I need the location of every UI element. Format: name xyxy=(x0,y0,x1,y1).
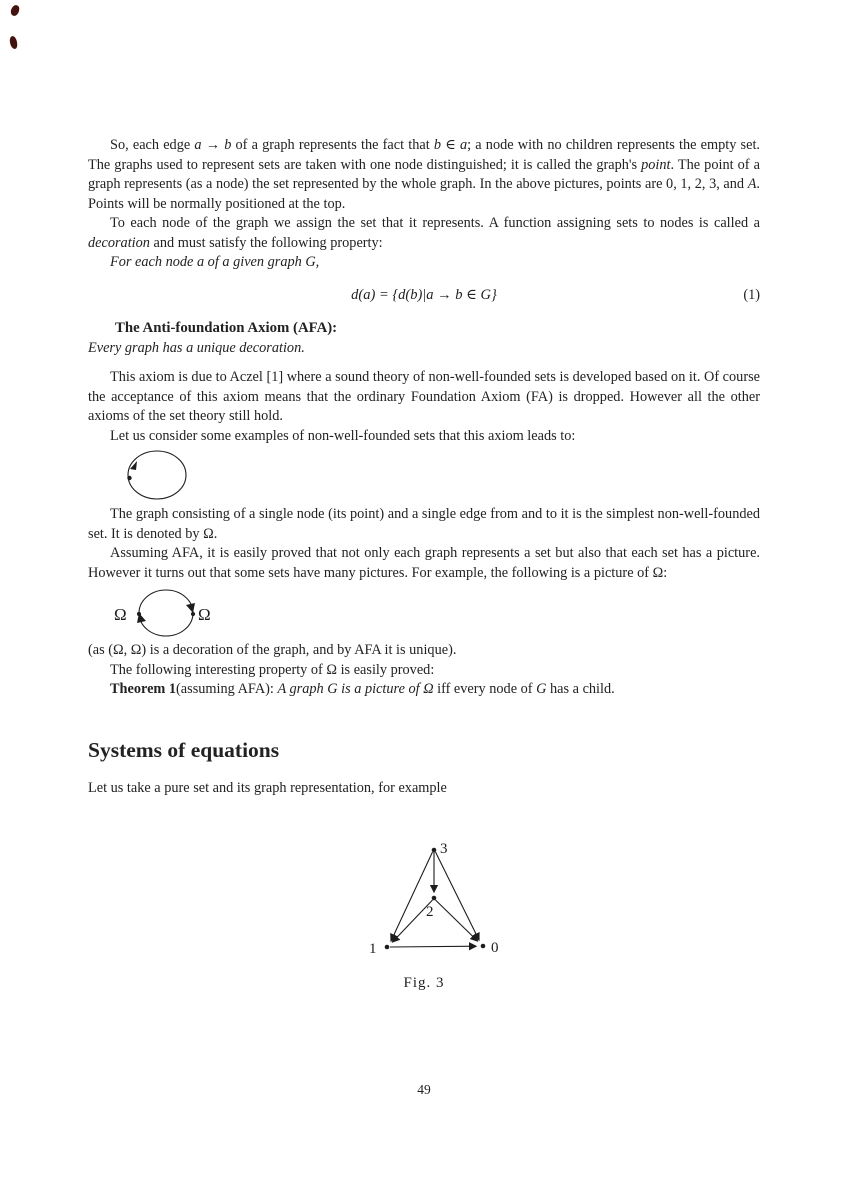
edge-3-0 xyxy=(436,852,480,940)
arrowhead-icon xyxy=(186,603,195,613)
text-run: So, each edge xyxy=(110,137,195,153)
text-run: . Points will be normally positioned at the top. xyxy=(88,176,760,212)
theorem-statement: A graph G is a picture of Ω xyxy=(277,681,434,697)
self-loop-edge xyxy=(128,451,186,499)
node-2 xyxy=(432,896,437,901)
omega-graph-drawing xyxy=(110,587,240,639)
figure-self-loop-graph xyxy=(123,449,760,503)
node-0 xyxy=(481,944,486,949)
arrowhead-icon xyxy=(130,461,137,470)
theorem-label: Theorem 1 xyxy=(110,681,177,697)
figure-3-graph xyxy=(334,835,760,961)
afa-heading: The Anti-foundation Axiom (AFA): xyxy=(115,320,338,336)
fig3-drawing xyxy=(334,835,534,961)
paragraph-pictures: Assuming AFA, it is easily proved that not only each graph represents a set but also that each set has a picture. However it turns out that some sets have many pictures. For example, the following is a picture of Ω: xyxy=(88,545,760,581)
section-intro: Let us take a pure set and its graph representation, for example xyxy=(88,779,447,796)
afa-statement: Every graph has a unique decoration. xyxy=(88,339,305,356)
math-run: b ∈ a xyxy=(433,137,468,153)
figure-omega-picture xyxy=(110,587,760,639)
text-run: and must satisfy the following property: xyxy=(149,234,383,251)
text-run: iff every node of xyxy=(433,681,537,697)
edge-1-0 xyxy=(390,946,476,947)
ink-mark-top xyxy=(10,4,20,16)
math-run: A xyxy=(747,176,757,192)
paragraph-decoration-note: (as (Ω, Ω) is a decoration of the graph, and by AFA it is unique). xyxy=(88,642,457,658)
node-0-label: 0 xyxy=(491,940,499,956)
omega-right-label: Ω xyxy=(198,605,211,624)
page-number: 49 xyxy=(417,1082,431,1097)
paragraph-theorem xyxy=(88,680,760,700)
text-run: To each node of the graph we assign the set that it represents. A function assigning sets to nodes is called a xyxy=(110,215,760,231)
math-run: a → b xyxy=(194,137,232,153)
figure-3-caption: Fig. 3 xyxy=(403,975,445,991)
equation-formula: d(a) = {d(b)|a → b ∈ G} xyxy=(351,286,497,303)
omega-left-label: Ω xyxy=(114,605,127,624)
paragraph-examples-intro: Let us consider some examples of non-well-founded sets that this axiom leads to: xyxy=(110,427,576,444)
equation-number: (1) xyxy=(743,286,760,303)
term-decoration: decoration xyxy=(88,234,150,251)
paragraph-property-intro: For each node a of a given graph G, xyxy=(110,254,320,270)
graph-node xyxy=(127,476,131,480)
node-2-label: 2 xyxy=(426,904,434,920)
node-3 xyxy=(432,848,437,853)
node-1 xyxy=(385,945,390,950)
equation-1 xyxy=(88,286,760,306)
section-heading: Systems of equations xyxy=(88,737,280,762)
paragraph-omega: The graph consisting of a single node (its point) and a single edge from and to it is the simplest non-well-founded set. It is denoted by Ω. xyxy=(88,506,760,542)
text-run: (assuming AFA): xyxy=(176,681,278,697)
edge-2-0 xyxy=(436,900,478,941)
text-run: of a graph represents the fact that xyxy=(231,137,434,153)
ink-mark-bottom xyxy=(9,36,18,50)
node-1-label: 1 xyxy=(369,941,377,957)
paragraph-property: The following interesting property of Ω is easily proved: xyxy=(110,661,435,678)
paragraph-aczel: This axiom is due to Aczel [1] where a sound theory of non-well-founded sets is developed based on it. Of course the acceptance of this axiom means that the ordinary Foundation Axiom (FA) is dropped. However all the other axioms of the set theory still hold. xyxy=(88,369,760,424)
text-run: has a child. xyxy=(546,681,615,697)
edge-3-1 xyxy=(391,852,433,941)
node-3-label: 3 xyxy=(440,841,448,857)
self-loop-graph-drawing xyxy=(123,449,195,503)
page-body xyxy=(88,136,760,994)
math-run: G xyxy=(536,681,547,697)
term-point: point xyxy=(641,156,671,173)
paragraph-decoration xyxy=(88,214,760,253)
omega-cycle-edges xyxy=(139,590,193,636)
paragraph-edges xyxy=(88,136,760,214)
text-run: ; a node with no children represents the empty set. The graphs used to represent sets are taken with one node distinguished; it is called the graph's xyxy=(88,137,761,173)
text-run: . The point of a graph represents (as a node) the set represented by the whole graph. In the above pictures, points are 0, 1, 2, 3, and xyxy=(88,156,760,192)
